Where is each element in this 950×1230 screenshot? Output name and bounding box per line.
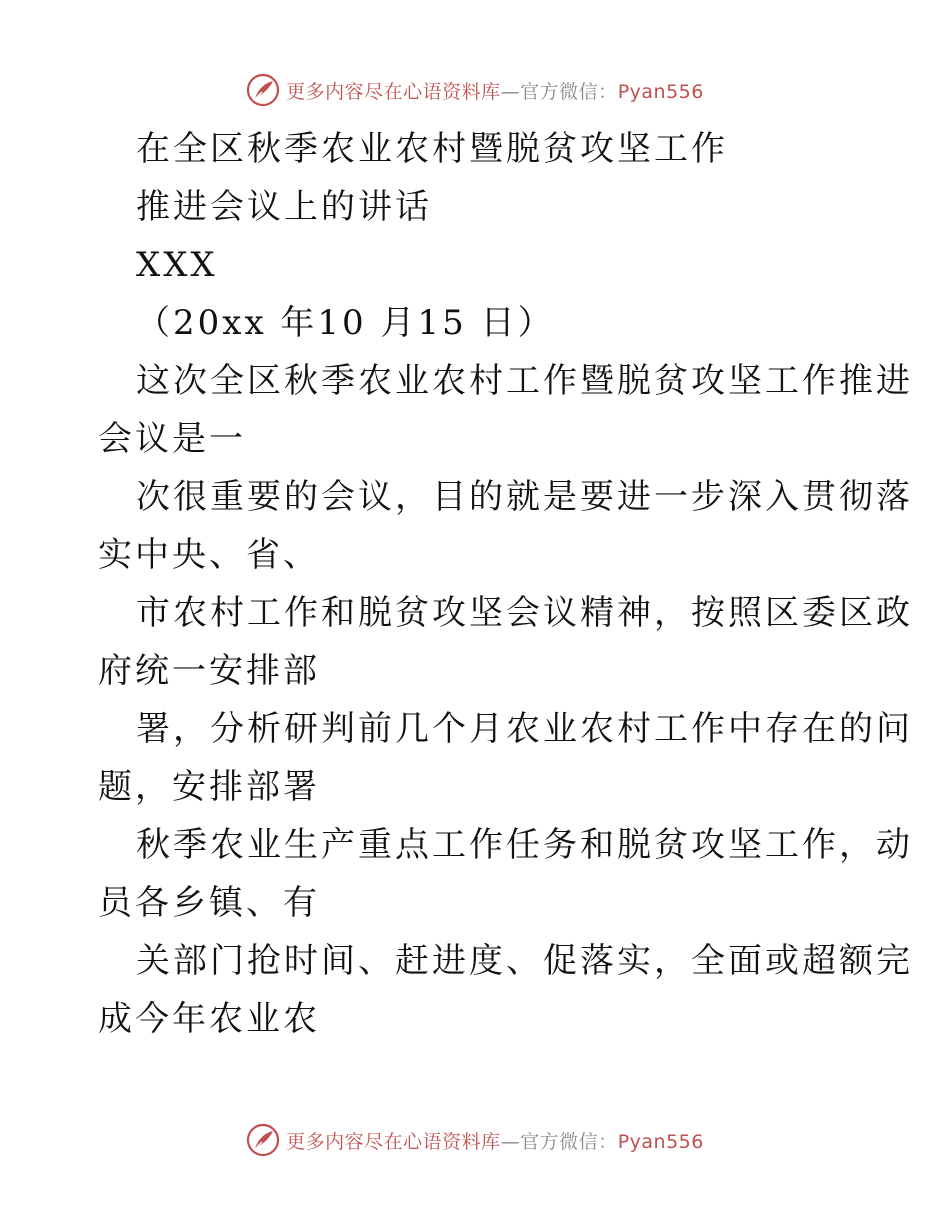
watermark-text	[286, 77, 704, 104]
header-watermark	[0, 70, 950, 110]
paragraph-line: 府统一安排部	[98, 651, 320, 691]
paragraph-line: 会议是一	[98, 419, 246, 459]
document-title-line-1: 在全区秋季农业农村暨脱贫攻坚工作	[136, 129, 728, 169]
watermark-wechat-id: Pyan556	[617, 80, 704, 103]
document-body	[98, 120, 913, 1048]
paragraph-line: 关部门抢时间、赶进度、促落实，全面或超额完	[136, 941, 913, 981]
footer-watermark	[0, 1120, 950, 1160]
paragraph-line: 秋季农业生产重点工作任务和脱贫攻坚工作，动	[136, 825, 913, 865]
document-title-line-2: 推进会议上的讲话	[136, 187, 432, 227]
watermark-separator: —	[500, 80, 521, 103]
watermark-wechat-id: Pyan556	[617, 1130, 704, 1153]
document-speaker: XXX	[136, 245, 218, 285]
document-date: （20xx 年10 月15 日）	[136, 303, 555, 343]
watermark-brand: 更多内容尽在心语资料库	[286, 80, 501, 103]
watermark-label: 官方微信：	[520, 80, 618, 103]
paragraph-line: 次很重要的会议，目的就是要进一步深入贯彻落	[136, 477, 913, 517]
paragraph-line: 题，安排部署	[98, 767, 320, 807]
watermark-brand: 更多内容尽在心语资料库	[286, 1130, 501, 1153]
paragraph-line: 员各乡镇、有	[98, 883, 320, 923]
paragraph-line: 署，分析研判前几个月农业农村工作中存在的问	[136, 709, 913, 749]
paragraph-line: 成今年农业农	[98, 999, 320, 1039]
feather-quill-icon	[246, 73, 280, 107]
paragraph-line: 市农村工作和脱贫攻坚会议精神，按照区委区政	[136, 593, 913, 633]
watermark-label: 官方微信：	[520, 1130, 618, 1153]
feather-quill-icon	[246, 1123, 280, 1157]
watermark-text	[286, 1127, 704, 1154]
paragraph-line: 这次全区秋季农业农村工作暨脱贫攻坚工作推进	[136, 361, 913, 401]
watermark-separator: —	[500, 1130, 521, 1153]
paragraph-line: 实中央、省、	[98, 535, 320, 575]
document-paragraph	[98, 352, 913, 1048]
